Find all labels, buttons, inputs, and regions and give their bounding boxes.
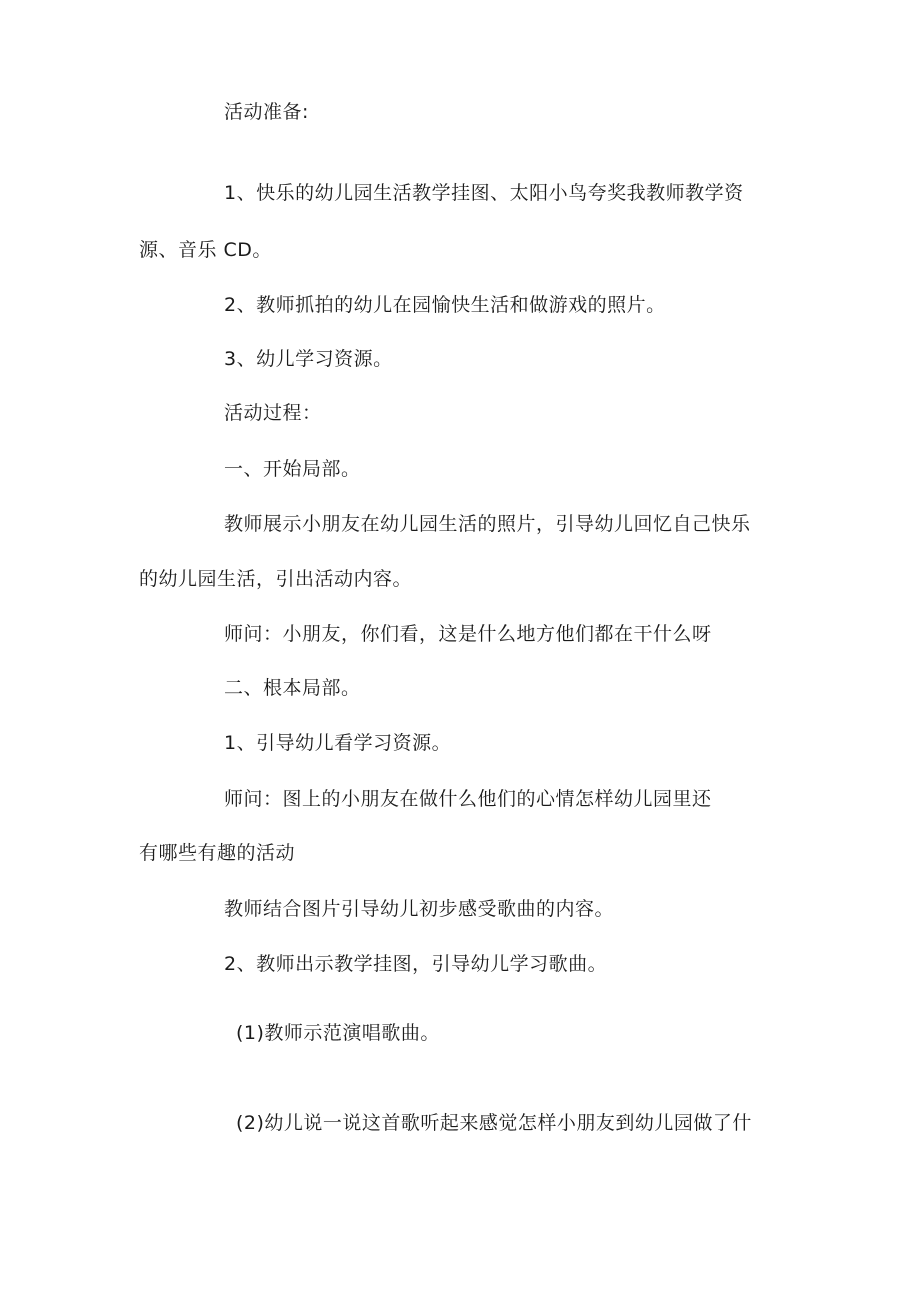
paragraph-line: 2、教师抓拍的幼儿在园愉快生活和做游戏的照片。 [224,294,666,316]
paragraph-line: 的幼儿园生活，引出活动内容。 [139,568,413,590]
list-item: (2)幼儿说一说这首歌听起来感觉怎样小朋友到幼儿园做了什 [236,1112,752,1134]
paragraph-line: 源、音乐 CD。 [139,239,272,261]
paragraph-line: 1、引导幼儿看学习资源。 [224,732,452,754]
paragraph-line: 1、快乐的幼儿园生活教学挂图、太阳小鸟夸奖我教师教学资 [224,182,744,204]
paragraph-line: 教师展示小朋友在幼儿园生活的照片，引导幼儿回忆自己快乐 [224,513,751,535]
paragraph-line: 2、教师出示教学挂图，引导幼儿学习歌曲。 [224,953,608,975]
list-item: (1)教师示范演唱歌曲。 [236,1022,440,1044]
paragraph-line: 师问：小朋友，你们看，这是什么地方他们都在干什么呀 [224,623,712,645]
section-heading-process: 活动过程： [224,402,322,424]
paragraph-line: 3、幼儿学习资源。 [224,348,393,370]
paragraph-line: 教师结合图片引导幼儿初步感受歌曲的内容。 [224,898,615,920]
subsection-heading: 一、开始局部。 [224,458,361,480]
paragraph-line: 有哪些有趣的活动 [139,842,296,864]
paragraph-line: 师问：图上的小朋友在做什么他们的心情怎样幼儿园里还 [224,788,712,810]
subsection-heading: 二、根本局部。 [224,677,361,699]
section-heading-preparation: 活动准备: [224,101,309,123]
